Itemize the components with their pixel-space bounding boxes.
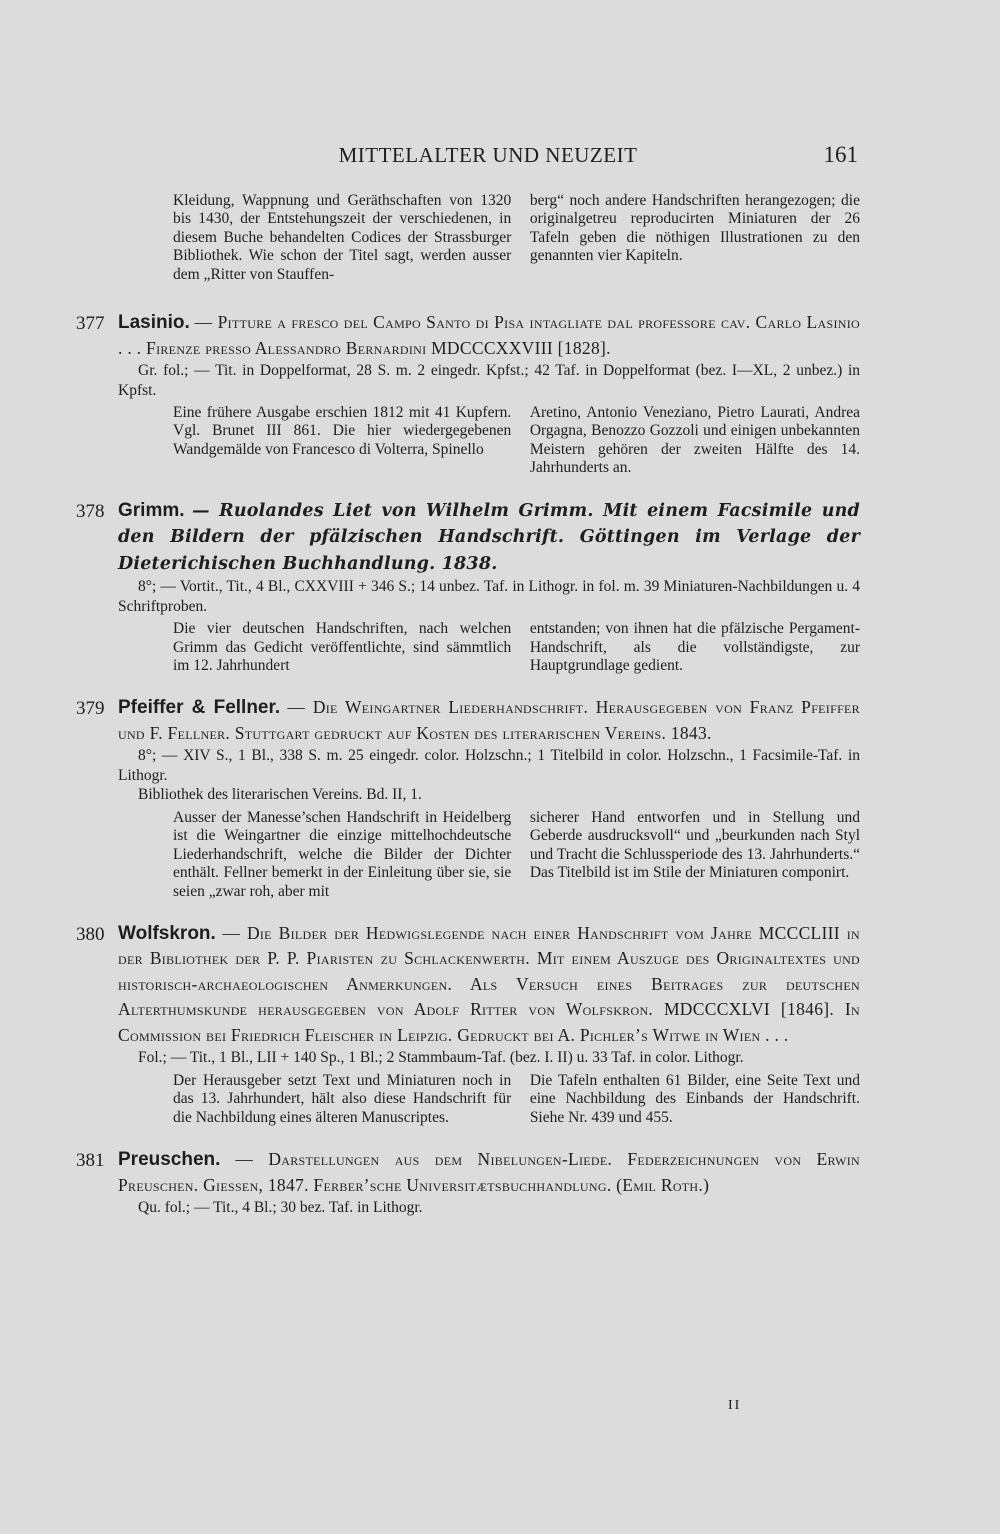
entry-number: 381 xyxy=(76,1150,105,1172)
entry-title-text: — Die Bilder der Hedwigslegende nach einer Handschrift vom Jahre MCCCLIII in der Bibliothek der P. P. Piaristen zu Schlackenwerth. Mit einem Auszuge des Originaltextes und historisch-archaeologischen Anmerkungen. Als Versuch eines Beitrages zur deutschen Alterthumskunde herausgegeben von Adolf Ritter von Wolfskron. MDCCCXLVI [1846]. In Commission bei Friedrich Fleischer in Leipzig. Gedruckt bei A. Pichler’s Witwe in Wien . . . xyxy=(118,922,860,1045)
entry-title-text: — Die Weingartner Liederhandschrift. Herausgegeben von Franz Pfeiffer und F. Fellner. Stuttgart gedruckt auf Kosten des literarischen Vereins. 1843. xyxy=(118,697,860,743)
catalog-entry-379 xyxy=(76,695,860,901)
entry-number: 380 xyxy=(76,923,105,945)
entry-author: Wolfskron. xyxy=(118,922,216,944)
catalog-entry-377 xyxy=(76,310,861,478)
entry-title-text: — Darstellungen aus dem Nibelungen-Liede. Federzeichnungen von Erwin Preuschen. Giessen, 1847. Ferber’sche Universitætsbuchhandlung. (Emil Roth.) xyxy=(118,1149,860,1195)
entry-title-text: — Ruolandes Liet von Wilhelm Grimm. Mit einem Facsimile und den Bildern der pfälzischen Handschrift. Göttingen im Verlage der Dieterichischen Buchhandlung. 1838. xyxy=(118,500,860,574)
entry-notes xyxy=(118,1072,860,1127)
entry-collation: 8°; — XIV S., 1 Bl., 338 S. m. 25 eingedr. color. Holzschn.; 1 Titelbild in color. Holzschn., 1 Facsimile-Taf. in Lithogr. xyxy=(118,747,860,784)
intro-col-left: Kleidung, Wappnung und Geräthschaften von 1320 bis 1430, der Entstehungszeit der verschiedenen, in diesem Buche behandelten Codices der Strassburger Bibliothek. Wie schon der Titel sagt, werden ausser dem „Ritter von Stauffen- xyxy=(173,192,512,283)
entry-series: Bibliothek des literarischen Vereins. Bd. II, 1. xyxy=(138,786,422,804)
entry-notes xyxy=(118,404,860,478)
page-header xyxy=(118,143,858,173)
entry-note-right: Die Tafeln enthalten 61 Bilder, eine Seite Text und eine Nachbildung des Einbands der Handschrift. Siehe Nr. 439 und 455. xyxy=(529,1071,860,1126)
catalog-entry-381 xyxy=(76,1147,860,1218)
entry-collation: Gr. fol.; — Tit. in Doppelformat, 28 S. m. 2 eingedr. Kpfst.; 42 Taf. in Doppelformat (bez. I—XL, 2 unbez.) in Kpfst. xyxy=(118,362,860,399)
entry-title xyxy=(118,921,860,1049)
entry-notes xyxy=(118,620,860,675)
entry-title xyxy=(118,498,860,578)
catalog-entry-380 xyxy=(76,921,860,1127)
entry-author: Grimm. xyxy=(118,499,185,521)
entry-title-text: — Pitture a fresco del Campo Santo di Pisa intagliate dal professore cav. Carlo Lasinio . . . Firenze presso Alessandro Bernardini MDCCCXXVIII [1828]. xyxy=(118,312,861,358)
entry-collation: Fol.; — Tit., 1 Bl., LII + 140 Sp., 1 Bl.; 2 Stammbaum-Taf. (bez. I. II) u. 33 Taf. in color. Lithogr. xyxy=(138,1049,744,1067)
entry-title xyxy=(118,695,860,746)
entry-number: 379 xyxy=(76,698,105,720)
entry-collation: 8°; — Vortit., Tit., 4 Bl., CXXVIII + 346 S.; 14 unbez. Taf. in Lithogr. in fol. m. 39 Miniaturen-Nachbildungen u. 4 Schriftproben. xyxy=(118,578,860,615)
entry-note-left: Die vier deutschen Handschriften, nach welchen Grimm das Gedicht veröffentlichte, sind sämmtlich im 12. Jahrhundert xyxy=(173,620,512,674)
entry-title xyxy=(118,310,860,361)
signature-mark: II xyxy=(728,1398,742,1413)
entry-number: 377 xyxy=(76,313,105,335)
entry-note-left: Der Herausgeber setzt Text und Miniaturen noch in das 13. Jahrhundert, hält also diese Handschrift für die Nachbildung eines älteren Manuscriptes. xyxy=(173,1071,512,1126)
entry-number: 378 xyxy=(76,500,105,522)
entry-author: Lasinio. xyxy=(118,312,190,334)
entry-notes xyxy=(118,809,860,901)
entry-title xyxy=(118,1147,860,1198)
running-title: MITTELALTER UND NEUZEIT xyxy=(338,143,638,167)
entry-author: Preuschen. xyxy=(118,1149,221,1171)
catalog-entry-378 xyxy=(76,498,860,676)
entry-collation: Qu. fol.; — Tit., 4 Bl.; 30 bez. Taf. in Lithogr. xyxy=(138,1199,423,1217)
entry-note-left: Eine frühere Ausgabe erschien 1812 mit 41 Kupfern. Vgl. Brunet III 861. Die hier wiedergegebenen Wandgemälde von Francesco di Volterra, Spinello xyxy=(173,404,512,458)
entry-author: Pfeiffer & Fellner. xyxy=(118,697,281,719)
page-content xyxy=(76,192,861,1218)
entry-note-right: Aretino, Antonio Veneziano, Pietro Laurati, Andrea Orgagna, Benozzo Gozzoli und einigen unbekannten Meistern gehören der zweiten Hälfte des 14. Jahrhunderts an. xyxy=(529,404,860,477)
entry-note-right: sicherer Hand entworfen und in Stellung und Geberde ausdrucksvoll“ und „beurkunden nach Styl und Tracht die Schlussperiode des 13. Jahrhunderts.“ Das Titelbild ist im Stile der Miniaturen componirt. xyxy=(529,808,860,882)
intro-continuation xyxy=(118,192,860,284)
entry-note-right: entstanden; von ihnen hat die pfälzische Pergament-Handschrift, als die vollständigste, zur Hauptgrundlage gedient. xyxy=(529,620,860,674)
page-number: 161 xyxy=(823,142,858,167)
intro-col-right: berg“ noch andere Handschriften herangezogen; die originalgetreu reproducirten Miniaturen der 26 Tafeln geben die nöthigen Illustrationen zu den genannten vier Kapiteln. xyxy=(529,192,860,265)
entry-note-left: Ausser der Manesse’schen Handschrift in Heidelberg ist die Weingartner die einzige mittelhochdeutsche Liederhandschrift, welche die Bilder der Dichter enthält. Fellner bemerkt in der Einleitung über sie, sie seien „zwar roh, aber mit xyxy=(173,808,512,900)
